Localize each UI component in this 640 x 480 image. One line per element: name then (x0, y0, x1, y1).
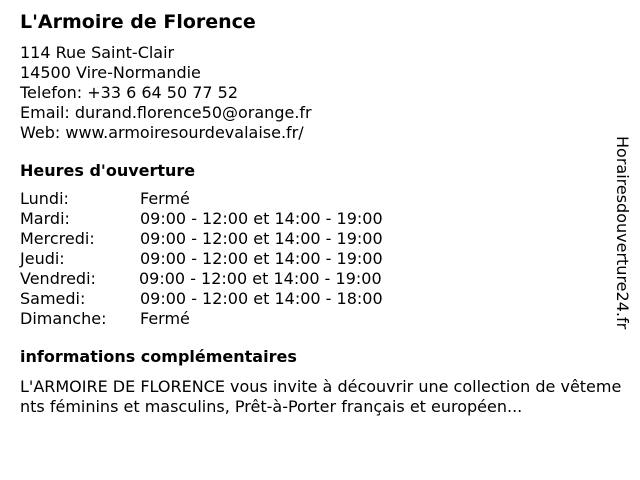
hours-row-thursday (20, 249, 620, 269)
day-label: Mercredi: (20, 229, 95, 248)
day-label: Lundi: (20, 189, 69, 208)
business-card (20, 10, 620, 417)
hours-row-saturday (20, 289, 620, 309)
email-line: Email: durand.florence50@orange.fr (20, 103, 312, 122)
time-value: Fermé (140, 189, 190, 208)
info-heading: informations complémentaires (20, 347, 297, 366)
web-line: Web: www.armoiresourdevalaise.fr/ (20, 123, 304, 142)
business-name: L'Armoire de Florence (20, 11, 256, 33)
address-line-1: 114 Rue Saint-Clair (20, 43, 175, 62)
hours-row-wednesday (20, 229, 620, 249)
hours-row-monday (20, 189, 620, 209)
day-label: Mardi: (20, 209, 70, 228)
hours-heading: Heures d'ouverture (20, 161, 196, 180)
day-label: Samedi: (20, 289, 86, 308)
day-label: Jeudi: (20, 249, 65, 268)
hours-row-tuesday (20, 209, 620, 229)
time-value: 09:00 - 12:00 et 14:00 - 19:00 (140, 229, 383, 248)
hours-table (20, 189, 620, 329)
address-line-2: 14500 Vire-Normandie (20, 63, 201, 82)
hours-row-friday (20, 269, 620, 289)
day-label: Vendredi: (20, 269, 96, 288)
phone-line: Telefon: +33 6 64 50 77 52 (20, 83, 239, 102)
day-label: Dimanche: (20, 309, 107, 328)
info-description: L'ARMOIRE DE FLORENCE vous invite à découvrir une collection de vêtements féminins et masculins, Prêt-à-Porter français et européen... (20, 377, 622, 416)
hours-row-sunday (20, 309, 620, 329)
time-value: 09:00 - 12:00 et 14:00 - 19:00 (140, 209, 383, 228)
time-value: 09:00 - 12:00 et 14:00 - 19:00 (139, 269, 382, 288)
time-value: 09:00 - 12:00 et 14:00 - 19:00 (140, 249, 383, 268)
time-value: Fermé (140, 309, 190, 328)
time-value: 09:00 - 12:00 et 14:00 - 18:00 (140, 289, 383, 308)
watermark-text: Horairesdouverture24.fr (613, 136, 632, 330)
